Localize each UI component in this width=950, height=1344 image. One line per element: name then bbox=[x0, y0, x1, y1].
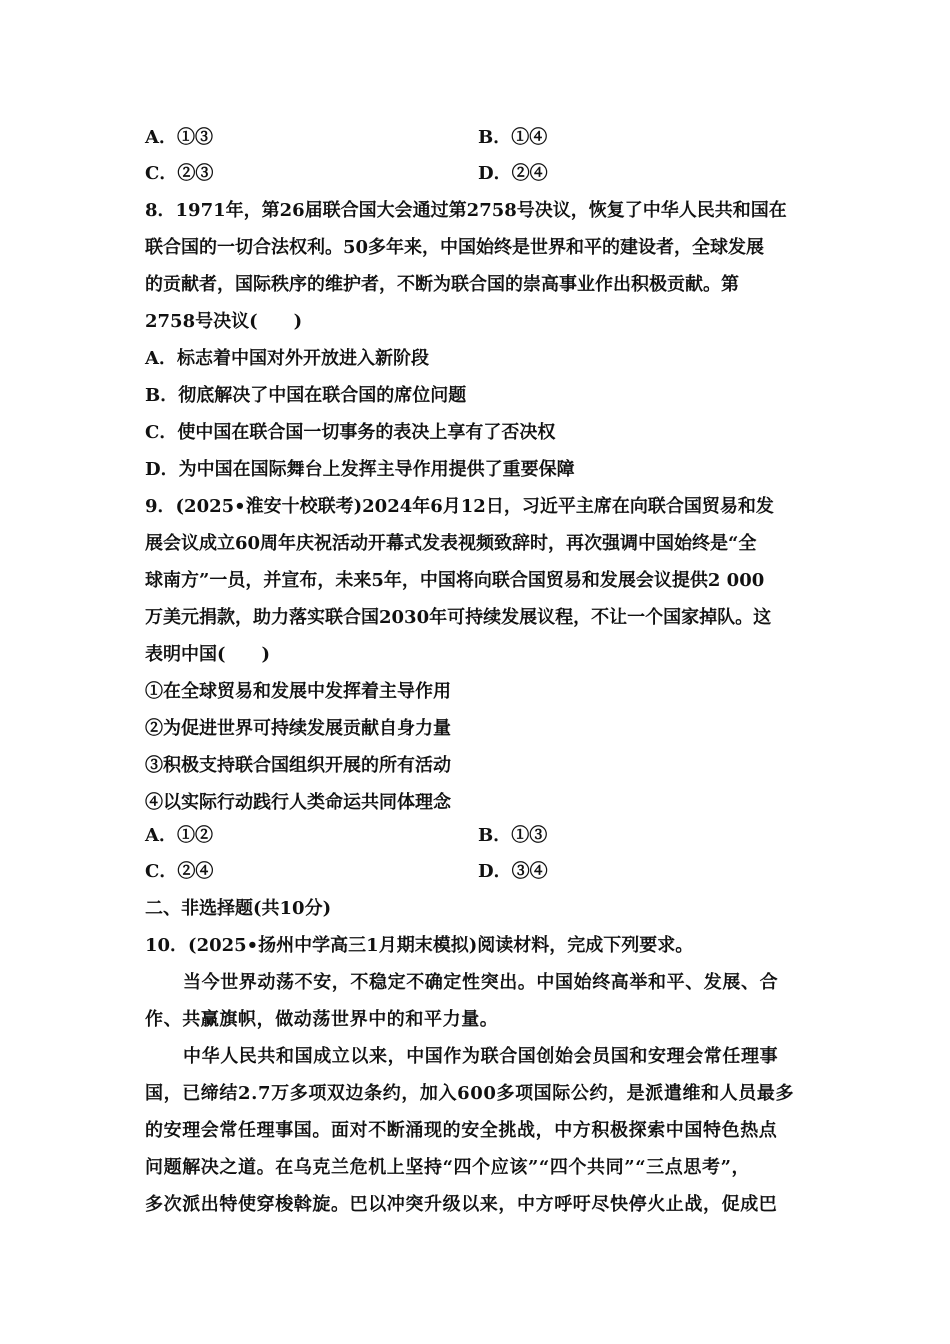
q10-material-line: 国，已缔结2.7万多项双边条约，加入600多项国际公约，是派遣维和人员最多 bbox=[145, 1083, 795, 1104]
q10-material-line: 问题解决之道。在乌克兰危机上坚持“四个应该”“四个共同”“三点思考”， bbox=[145, 1157, 751, 1178]
q8-stem-line: 2758号决议( ) bbox=[145, 311, 303, 332]
q9-option-c: C．②④ bbox=[145, 861, 214, 882]
q7-option-c: C．②③ bbox=[145, 163, 214, 184]
q10-material-line: 中华人民共和国成立以来，中国作为联合国创始会员国和安理会常任理事 bbox=[183, 1046, 779, 1067]
q9-option-a: A．①② bbox=[145, 825, 213, 846]
q9-item-1: ①在全球贸易和发展中发挥着主导作用 bbox=[145, 681, 451, 702]
q9-stem-line: 万美元捐款，助力落实联合国2030年可持续发展议程，不让一个国家掉队。这 bbox=[145, 607, 772, 628]
q7-option-d: D．②④ bbox=[478, 163, 548, 184]
q7-option-b: B．①④ bbox=[478, 127, 548, 148]
q10-material-line: 的安理会常任理事国。面对不断涌现的安全挑战，中方积极探索中国特色热点 bbox=[145, 1120, 778, 1141]
q8-stem-line: 8．1971年，第26届联合国大会通过第2758号决议，恢复了中华人民共和国在 bbox=[145, 200, 787, 221]
section-title: 二、非选择题(共10分) bbox=[145, 898, 332, 919]
q8-option-d: D．为中国在国际舞台上发挥主导作用提供了重要保障 bbox=[145, 459, 575, 480]
q10-material-line: 作、共赢旗帜，做动荡世界中的和平力量。 bbox=[145, 1009, 499, 1030]
q8-option-b: B．彻底解决了中国在联合国的席位问题 bbox=[145, 385, 467, 406]
q9-stem-line: 表明中国( ) bbox=[145, 644, 271, 665]
q9-stem-line: 9．(2025•淮安十校联考)2024年6月12日，习近平主席在向联合国贸易和发 bbox=[145, 496, 774, 517]
q9-stem-line: 球南方”一员，并宣布，未来5年，中国将向联合国贸易和发展会议提供2 000 bbox=[145, 570, 765, 591]
q9-item-4: ④以实际行动践行人类命运共同体理念 bbox=[145, 792, 451, 813]
q9-item-2: ②为促进世界可持续发展贡献自身力量 bbox=[145, 718, 451, 739]
q9-item-3: ③积极支持联合国组织开展的所有活动 bbox=[145, 755, 451, 776]
q8-stem-line: 联合国的一切合法权利。50多年来，中国始终是世界和平的建设者，全球发展 bbox=[145, 237, 765, 258]
q9-option-d: D．③④ bbox=[478, 861, 548, 882]
q9-stem-line: 展会议成立60周年庆祝活动开幕式发表视频致辞时，再次强调中国始终是“全 bbox=[145, 533, 757, 554]
q7-option-a: A．①③ bbox=[145, 127, 213, 148]
q8-option-a: A．标志着中国对外开放进入新阶段 bbox=[145, 348, 429, 369]
q10-stem: 10．(2025•扬州中学高三1月期末模拟)阅读材料，完成下列要求。 bbox=[145, 935, 694, 956]
q10-material-line: 多次派出特使穿梭斡旋。巴以冲突升级以来，中方呼吁尽快停火止战，促成巴 bbox=[145, 1194, 778, 1215]
q8-option-c: C．使中国在联合国一切事务的表决上享有了否决权 bbox=[145, 422, 556, 443]
q8-stem-line: 的贡献者，国际秩序的维护者，不断为联合国的崇高事业作出积极贡献。第 bbox=[145, 274, 739, 295]
q9-option-b: B．①③ bbox=[478, 825, 548, 846]
q10-material-line: 当今世界动荡不安，不稳定不确定性突出。中国始终高举和平、发展、合 bbox=[183, 972, 779, 993]
